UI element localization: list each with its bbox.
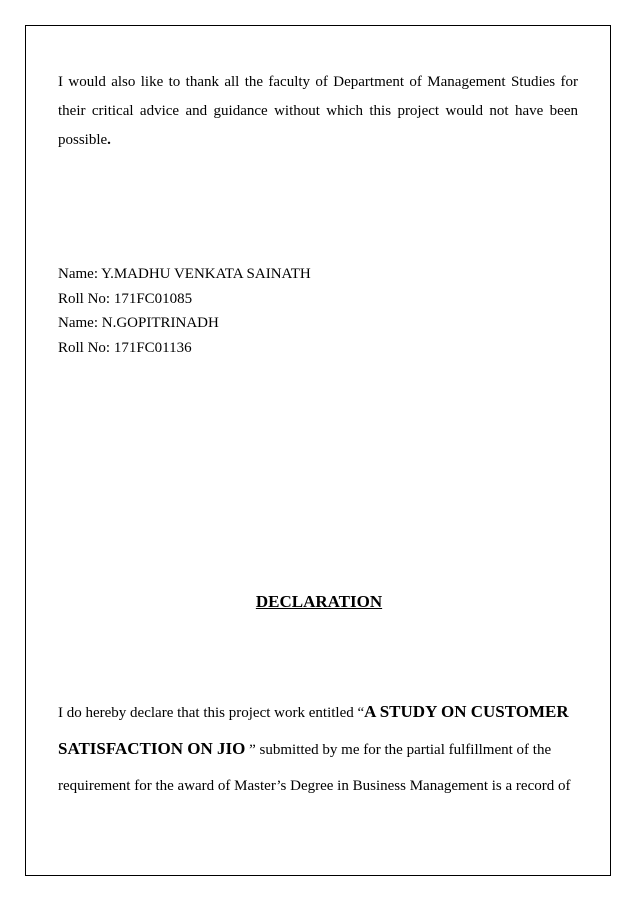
declaration-paragraph	[58, 694, 582, 804]
student-details	[58, 262, 311, 360]
declaration-line-1	[58, 694, 582, 731]
declaration-after-title: ” submitted by me for the partial fulfillment of the	[245, 742, 552, 758]
declaration-line-3: requirement for the award of Master’s Degree in Business Management is a record of	[58, 778, 571, 794]
acknowledgement-paragraph	[58, 68, 578, 155]
student-roll-number: Roll No: 171FC01136	[58, 339, 192, 356]
declaration-intro: I do hereby declare that this project work entitled “	[58, 705, 365, 721]
acknowledgement-end-mark: .	[107, 132, 111, 148]
acknowledgement-text: I would also like to thank all the faculty of Department of Management Studies for their critical advice and guidance without which this project would not have been possible	[58, 74, 578, 148]
declaration-line-2	[58, 731, 582, 768]
project-title-part-1: A STUDY ON CUSTOMER	[364, 702, 569, 721]
student-name: Name: Y.MADHU VENKATA SAINATH	[58, 266, 311, 282]
declaration-heading: DECLARATION	[255, 592, 383, 611]
student-roll-number: Roll No: 171FC01085	[58, 290, 193, 307]
project-title-part-2: SATISFACTION ON JIO	[58, 739, 246, 758]
student-name: Name: N.GOPITRINADH	[58, 315, 219, 331]
